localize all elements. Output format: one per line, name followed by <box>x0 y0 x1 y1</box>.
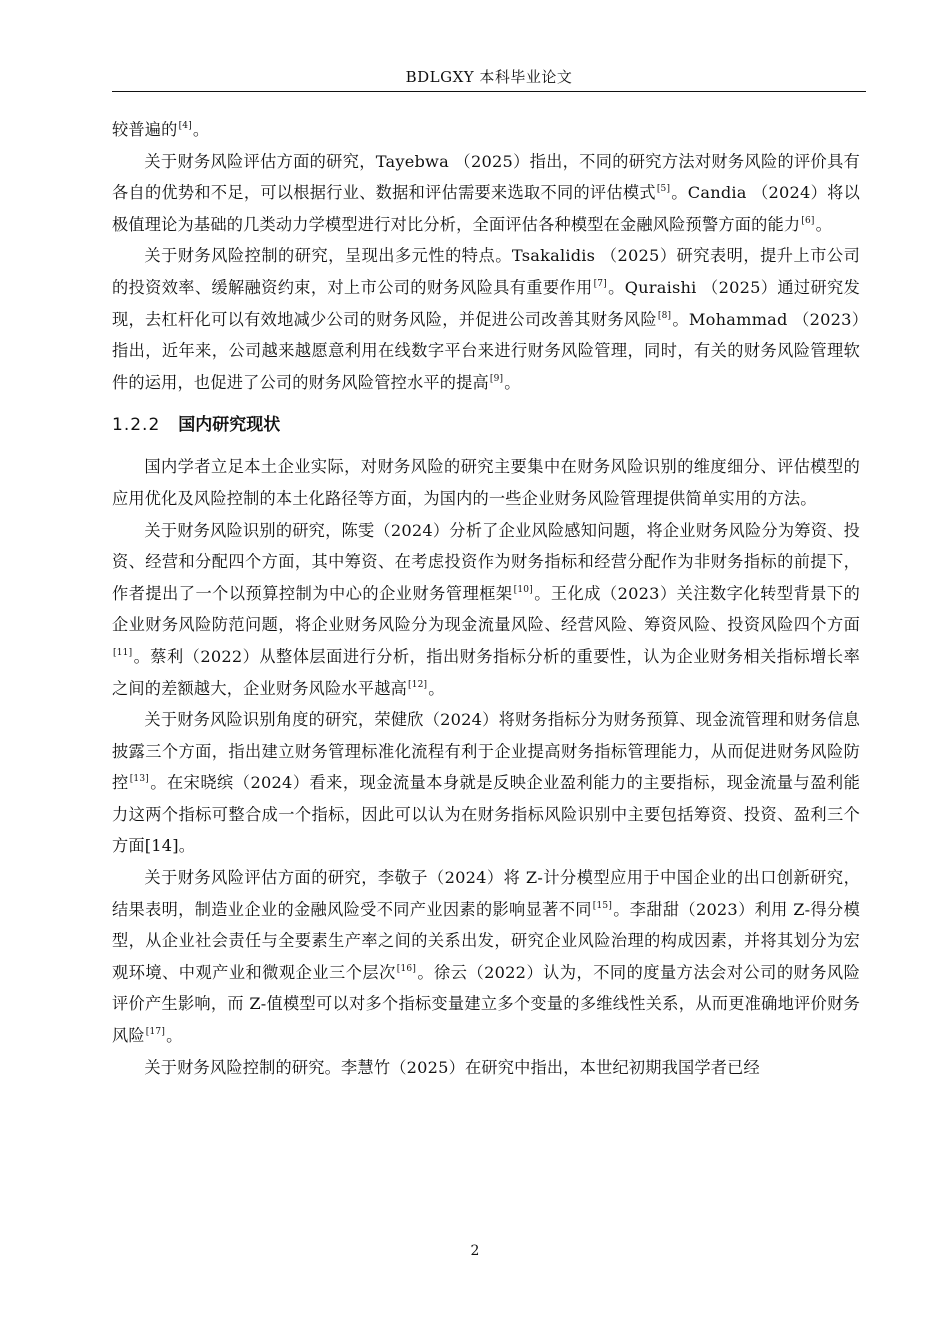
citation-ref: [5] <box>656 184 671 195</box>
paragraph-continued <box>112 114 860 146</box>
text-run: 。 <box>166 1026 183 1046</box>
citation-ref: [11] <box>113 647 133 658</box>
paragraph-risk-identification-angle <box>112 704 860 862</box>
header-rule <box>112 91 866 92</box>
text-run: 关于财务风险评估方面的研究，Tayebwa （2025）指出，不同的研究方法对财务风险的评价具有各自的优势和不足，可以根据行业、数据和评估需要来选取不同的评估模式 <box>112 151 860 203</box>
paragraph-risk-assessment-domestic <box>112 862 860 1052</box>
section-number: 1.2.2 <box>112 415 161 436</box>
citation-ref: [15] <box>592 900 613 911</box>
paragraph-risk-control-domestic <box>112 1052 860 1084</box>
text-run: 关于财务风险评估方面的研究，李敬子（2024）将 Z-计分模型应用于中国企业的出口创新研究，结果表明，制造业企业的金融风险受不同产业因素的影响显著不同 <box>112 868 860 919</box>
paragraph-domestic-intro <box>112 451 860 514</box>
section-heading <box>112 410 860 440</box>
text-run: 。Candia （2024）将以极值理论为基础的几类动力学模型进行对比分析，全面评估各种模型在金融风险预警方面的能力 <box>112 183 860 234</box>
text-run: 。在宋晓缤（2024）看来，现金流量本身就是反映企业盈利能力的主要指标，现金流量与盈利能力这两个指标可整合成一个指标，因此可以认为在财务指标风险识别中主要包括筹资、投资、盈利三个方面[14]。 <box>112 773 860 856</box>
section-title: 国内研究现状 <box>178 415 281 436</box>
text-run: 。Mohammad （2023）指出，近年来，公司越来越愿意利用在线数字平台来进行财务风险管理，同时，有关的财务风险管理软件的运用，也促进了公司的财务风险管控水平的提高 <box>112 309 860 392</box>
text-run: 。李甜甜（2023）利用 Z-得分模型，从企业社会责任与全要素生产率之间的关系出发，研究企业风险治理的构成因素，并将其划分为宏观环境、中观产业和微观企业三个层次 <box>112 899 860 982</box>
text-run: 。蔡利（2022）从整体层面进行分析，指出财务指标分析的重要性，认为企业财务相关指标增长率之间的差额越大，企业财务风险水平越高 <box>112 646 860 698</box>
text-run: 。 <box>815 214 833 234</box>
citation-ref: [16] <box>396 963 417 974</box>
paragraph-risk-identification <box>112 515 860 705</box>
text-run: 。徐云（2022）认为，不同的度量方法会对公司的财务风险评价产生影响，而 Z-值模型可以对多个指标变量建立多个变量的多维线性关系，从而更准确地评价财务风险 <box>112 962 860 1046</box>
citation-ref: [9] <box>489 373 504 384</box>
page-number: 2 <box>470 1243 480 1259</box>
citation-ref: [4] <box>178 121 192 131</box>
text-run: 关于财务风险识别的研究，陈雯（2024）分析了企业风险感知问题，将企业财务风险分为筹资、投资、经营和分配四个方面，其中筹资、在考虑投资作为财务指标和经营分配作为非财务指标的前提下，作者提出了一个以预算控制为中心的企业财务管理框架 <box>112 520 860 603</box>
text-run: 关于财务风险识别角度的研究，荣健欣（2024）将财务指标分为财务预算、现金流管理和财务信息披露三个方面，指出建立财务管理标准化流程有利于企业提高财务指标管理能力，从而促进财务风险防控 <box>112 710 860 793</box>
text-run: 较普遍的 <box>112 120 178 139</box>
text-run: 国内学者立足本土企业实际，对财务风险的研究主要集中在财务风险识别的维度细分、评估模型的应用优化及风险控制的本土化路径等方面，为国内的一些企业财务风险管理提供简单实用的方法。 <box>112 457 860 508</box>
text-run: 。王化成（2023）关注数字化转型背景下的企业财务风险防范问题，将企业财务风险分为现金流量风险、经营风险、筹资风险、投资风险四个方面 <box>112 583 860 635</box>
text-run: 关于财务风险控制的研究。李慧竹（2025）在研究中指出，本世纪初期我国学者已经 <box>144 1057 760 1077</box>
paragraph-risk-control-foreign <box>112 240 860 398</box>
citation-ref: [8] <box>657 310 672 321</box>
text-run: 。 <box>504 372 521 392</box>
text-run: 关于财务风险控制的研究，呈现出多元性的特点。Tsakalidis （2025）研究表明，提升上市公司的投资效率、缓解融资约束，对上市公司的财务风险具有重要作用 <box>112 246 860 297</box>
paragraph-risk-assessment-foreign <box>112 146 860 241</box>
text-run: 。 <box>192 120 210 139</box>
citation-ref: [17] <box>145 1027 166 1038</box>
page-body <box>112 114 860 1083</box>
citation-ref: [13] <box>129 774 149 785</box>
citation-ref: [6] <box>801 215 815 226</box>
citation-ref: [7] <box>593 278 607 289</box>
text-run: 。 <box>428 678 445 698</box>
citation-ref: [10] <box>513 584 533 595</box>
text-run: 。Quraishi （2025）通过研究发现，去杠杆化可以有效地减少公司的财务风险，并促进公司改善其财务风险 <box>112 277 860 329</box>
running-header: BDLGXY 本科毕业论文 <box>405 68 573 86</box>
citation-ref: [12] <box>407 679 428 690</box>
